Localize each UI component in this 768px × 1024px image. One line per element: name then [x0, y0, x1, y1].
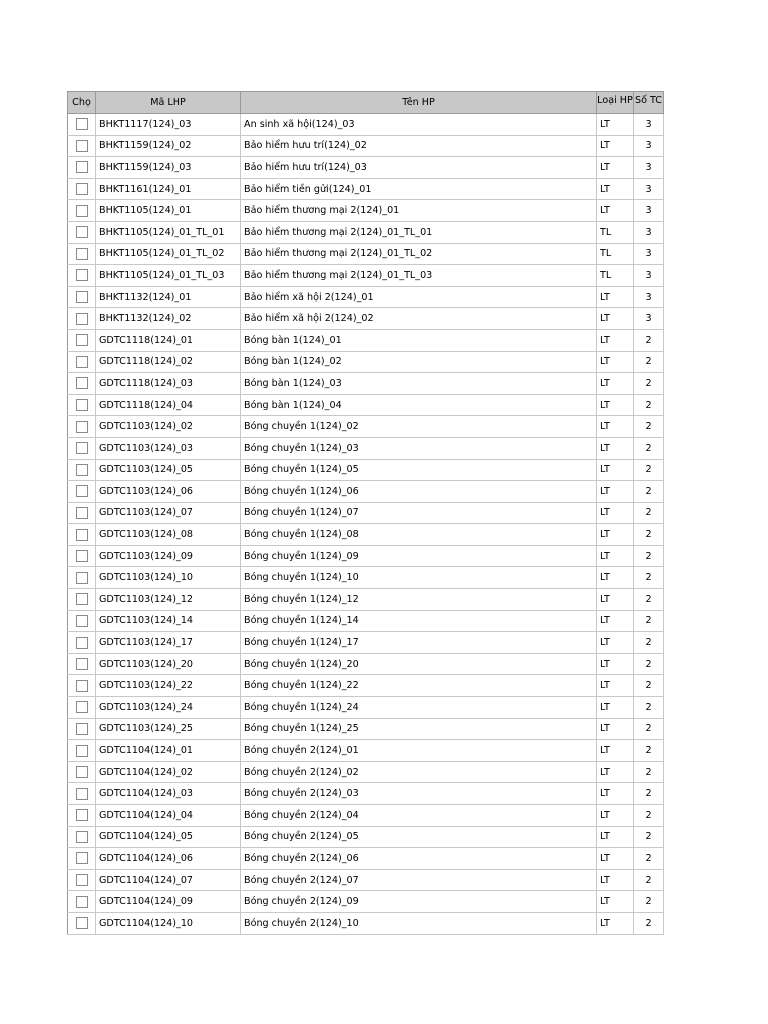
select-cell — [68, 783, 96, 805]
course-name-cell: Bóng chuyền 2(124)_09 — [241, 891, 597, 913]
course-section-code-cell: BHKT1105(124)_01 — [96, 200, 241, 222]
course-type-cell: LT — [597, 632, 634, 654]
select-checkbox[interactable] — [76, 637, 88, 649]
course-section-code-cell: GDTC1103(124)_10 — [96, 567, 241, 589]
table-row[interactable] — [68, 481, 664, 503]
course-section-code-cell: GDTC1104(124)_10 — [96, 912, 241, 934]
course-name-cell: Bóng chuyền 1(124)_14 — [241, 610, 597, 632]
table-row[interactable] — [68, 459, 664, 481]
select-checkbox[interactable] — [76, 464, 88, 476]
select-cell — [68, 135, 96, 157]
credit-count-cell: 3 — [634, 200, 664, 222]
course-type-cell: LT — [597, 869, 634, 891]
course-name-cell: Bóng chuyền 1(124)_09 — [241, 545, 597, 567]
select-cell — [68, 567, 96, 589]
credit-count-cell: 2 — [634, 653, 664, 675]
course-type-cell: LT — [597, 437, 634, 459]
course-name-cell: Bóng bàn 1(124)_03 — [241, 373, 597, 395]
course-type-cell: LT — [597, 805, 634, 827]
credit-count-cell: 2 — [634, 481, 664, 503]
credit-count-cell: 2 — [634, 848, 664, 870]
select-cell — [68, 243, 96, 265]
select-checkbox[interactable] — [76, 399, 88, 411]
course-section-code-cell: GDTC1103(124)_22 — [96, 675, 241, 697]
course-name-cell: Bảo hiểm xã hội 2(124)_01 — [241, 286, 597, 308]
table-row[interactable] — [68, 783, 664, 805]
table-row[interactable] — [68, 653, 664, 675]
course-section-code-cell: GDTC1104(124)_07 — [96, 869, 241, 891]
course-name-cell: An sinh xã hội(124)_03 — [241, 114, 597, 136]
table-header — [68, 92, 664, 114]
select-checkbox[interactable] — [76, 205, 88, 217]
course-type-cell: LT — [597, 394, 634, 416]
table-row[interactable] — [68, 329, 664, 351]
table-row[interactable] — [68, 675, 664, 697]
select-cell — [68, 848, 96, 870]
course-name-cell: Bóng chuyền 2(124)_05 — [241, 826, 597, 848]
select-checkbox[interactable] — [76, 313, 88, 325]
course-name-cell: Bóng chuyền 1(124)_03 — [241, 437, 597, 459]
course-name-cell: Bảo hiểm tiền gửi(124)_01 — [241, 178, 597, 200]
select-cell — [68, 740, 96, 762]
table-row[interactable] — [68, 416, 664, 438]
select-checkbox[interactable] — [76, 356, 88, 368]
select-cell — [68, 200, 96, 222]
course-name-cell: Bảo hiểm hưu trí(124)_03 — [241, 157, 597, 179]
course-name-cell: Bóng chuyền 1(124)_17 — [241, 632, 597, 654]
header-course-name[interactable]: Tên HP — [241, 92, 597, 114]
table-row[interactable] — [68, 848, 664, 870]
course-name-cell: Bảo hiểm xã hội 2(124)_02 — [241, 308, 597, 330]
course-name-cell: Bóng chuyền 1(124)_25 — [241, 718, 597, 740]
credit-count-cell: 2 — [634, 697, 664, 719]
course-type-cell: LT — [597, 286, 634, 308]
table-row[interactable] — [68, 373, 664, 395]
select-checkbox[interactable] — [76, 615, 88, 627]
course-name-cell: Bảo hiểm thương mại 2(124)_01_TL_03 — [241, 265, 597, 287]
course-name-cell: Bóng chuyền 1(124)_10 — [241, 567, 597, 589]
course-type-cell: LT — [597, 524, 634, 546]
course-section-code-cell: GDTC1104(124)_06 — [96, 848, 241, 870]
course-section-code-cell: GDTC1104(124)_01 — [96, 740, 241, 762]
select-cell — [68, 589, 96, 611]
select-checkbox[interactable] — [76, 529, 88, 541]
credit-count-cell: 2 — [634, 632, 664, 654]
course-section-code-cell: GDTC1103(124)_07 — [96, 502, 241, 524]
credit-count-cell: 3 — [634, 157, 664, 179]
course-section-code-cell: BHKT1105(124)_01_TL_03 — [96, 265, 241, 287]
course-type-cell: LT — [597, 135, 634, 157]
course-name-cell: Bóng chuyền 2(124)_02 — [241, 761, 597, 783]
course-type-cell: LT — [597, 761, 634, 783]
course-section-code-cell: GDTC1103(124)_14 — [96, 610, 241, 632]
table-row[interactable] — [68, 718, 664, 740]
table-row[interactable] — [68, 869, 664, 891]
credit-count-cell: 2 — [634, 912, 664, 934]
course-section-code-cell: GDTC1104(124)_02 — [96, 761, 241, 783]
course-section-code-cell: BHKT1105(124)_01_TL_01 — [96, 221, 241, 243]
course-type-cell: TL — [597, 221, 634, 243]
course-name-cell: Bóng chuyền 2(124)_06 — [241, 848, 597, 870]
table-row[interactable] — [68, 502, 664, 524]
header-select[interactable]: Chọ — [68, 92, 96, 114]
course-type-cell: LT — [597, 891, 634, 913]
select-checkbox[interactable] — [76, 183, 88, 195]
course-type-cell: LT — [597, 610, 634, 632]
select-cell — [68, 178, 96, 200]
course-name-cell: Bóng chuyền 1(124)_02 — [241, 416, 597, 438]
course-section-code-cell: BHKT1161(124)_01 — [96, 178, 241, 200]
course-type-cell: LT — [597, 567, 634, 589]
select-cell — [68, 308, 96, 330]
course-type-cell: LT — [597, 373, 634, 395]
select-cell — [68, 221, 96, 243]
credit-count-cell: 3 — [634, 114, 664, 136]
course-name-cell: Bóng bàn 1(124)_02 — [241, 351, 597, 373]
course-type-cell: LT — [597, 502, 634, 524]
credit-count-cell: 2 — [634, 805, 664, 827]
course-type-cell: LT — [597, 329, 634, 351]
course-name-cell: Bảo hiểm thương mại 2(124)_01_TL_02 — [241, 243, 597, 265]
course-section-code-cell: BHKT1159(124)_02 — [96, 135, 241, 157]
select-cell — [68, 891, 96, 913]
table-row[interactable] — [68, 697, 664, 719]
course-section-code-cell: GDTC1103(124)_25 — [96, 718, 241, 740]
select-checkbox[interactable] — [76, 248, 88, 260]
course-section-code-cell: BHKT1132(124)_02 — [96, 308, 241, 330]
credit-count-cell: 3 — [634, 221, 664, 243]
course-section-code-cell: GDTC1103(124)_24 — [96, 697, 241, 719]
course-name-cell: Bóng bàn 1(124)_04 — [241, 394, 597, 416]
course-section-code-cell: GDTC1103(124)_05 — [96, 459, 241, 481]
course-type-cell: LT — [597, 653, 634, 675]
course-name-cell: Bảo hiểm thương mại 2(124)_01 — [241, 200, 597, 222]
credit-count-cell: 2 — [634, 761, 664, 783]
course-section-code-cell: GDTC1103(124)_09 — [96, 545, 241, 567]
select-checkbox[interactable] — [76, 118, 88, 130]
course-name-cell: Bóng chuyền 1(124)_07 — [241, 502, 597, 524]
select-cell — [68, 805, 96, 827]
course-section-code-cell: GDTC1104(124)_04 — [96, 805, 241, 827]
course-name-cell: Bảo hiểm hưu trí(124)_02 — [241, 135, 597, 157]
table-row[interactable] — [68, 545, 664, 567]
select-cell — [68, 675, 96, 697]
select-checkbox[interactable] — [76, 917, 88, 929]
select-checkbox[interactable] — [76, 831, 88, 843]
course-type-cell: TL — [597, 243, 634, 265]
credit-count-cell: 2 — [634, 394, 664, 416]
credit-count-cell: 2 — [634, 675, 664, 697]
course-type-cell: LT — [597, 459, 634, 481]
course-name-cell: Bảo hiểm thương mại 2(124)_01_TL_01 — [241, 221, 597, 243]
table-row[interactable] — [68, 761, 664, 783]
credit-count-cell: 2 — [634, 545, 664, 567]
select-checkbox[interactable] — [76, 507, 88, 519]
credit-count-cell: 2 — [634, 869, 664, 891]
course-name-cell: Bóng bàn 1(124)_01 — [241, 329, 597, 351]
credit-count-cell: 2 — [634, 718, 664, 740]
select-checkbox[interactable] — [76, 788, 88, 800]
credit-count-cell: 2 — [634, 740, 664, 762]
select-checkbox[interactable] — [76, 226, 88, 238]
table-body — [68, 114, 664, 935]
course-section-code-cell: GDTC1118(124)_04 — [96, 394, 241, 416]
course-type-cell: LT — [597, 114, 634, 136]
table-row[interactable] — [68, 610, 664, 632]
course-type-cell: LT — [597, 157, 634, 179]
select-cell — [68, 524, 96, 546]
select-cell — [68, 610, 96, 632]
credit-count-cell: 2 — [634, 567, 664, 589]
select-cell — [68, 502, 96, 524]
course-section-code-cell: GDTC1103(124)_17 — [96, 632, 241, 654]
course-name-cell: Bóng chuyền 1(124)_05 — [241, 459, 597, 481]
select-cell — [68, 632, 96, 654]
table-row[interactable] — [68, 805, 664, 827]
select-checkbox[interactable] — [76, 701, 88, 713]
select-checkbox[interactable] — [76, 680, 88, 692]
course-name-cell: Bóng chuyền 2(124)_01 — [241, 740, 597, 762]
credit-count-cell: 2 — [634, 524, 664, 546]
select-checkbox[interactable] — [76, 852, 88, 864]
select-cell — [68, 114, 96, 136]
table-row[interactable] — [68, 912, 664, 934]
select-cell — [68, 286, 96, 308]
course-name-cell: Bóng chuyền 1(124)_08 — [241, 524, 597, 546]
table-row[interactable] — [68, 891, 664, 913]
course-name-cell: Bóng chuyền 1(124)_20 — [241, 653, 597, 675]
course-name-cell: Bóng chuyền 2(124)_03 — [241, 783, 597, 805]
table-row[interactable] — [68, 286, 664, 308]
course-type-cell: LT — [597, 308, 634, 330]
credit-count-cell: 2 — [634, 459, 664, 481]
course-type-cell: LT — [597, 178, 634, 200]
course-type-cell: LT — [597, 783, 634, 805]
table-row[interactable] — [68, 157, 664, 179]
select-checkbox[interactable] — [76, 874, 88, 886]
select-checkbox[interactable] — [76, 421, 88, 433]
header-credit-count[interactable]: Số TC — [634, 92, 664, 114]
select-cell — [68, 869, 96, 891]
select-cell — [68, 373, 96, 395]
table-row[interactable] — [68, 200, 664, 222]
table-row[interactable] — [68, 826, 664, 848]
select-cell — [68, 912, 96, 934]
course-section-code-cell: GDTC1104(124)_03 — [96, 783, 241, 805]
table-row[interactable] — [68, 632, 664, 654]
course-type-cell: TL — [597, 265, 634, 287]
credit-count-cell: 2 — [634, 437, 664, 459]
course-section-code-cell: GDTC1103(124)_02 — [96, 416, 241, 438]
header-row — [68, 92, 664, 114]
credit-count-cell: 2 — [634, 783, 664, 805]
select-checkbox[interactable] — [76, 161, 88, 173]
table-row[interactable] — [68, 265, 664, 287]
select-checkbox[interactable] — [76, 723, 88, 735]
select-cell — [68, 481, 96, 503]
course-section-code-cell: BHKT1117(124)_03 — [96, 114, 241, 136]
credit-count-cell: 2 — [634, 826, 664, 848]
select-checkbox[interactable] — [76, 377, 88, 389]
select-checkbox[interactable] — [76, 334, 88, 346]
course-type-cell: LT — [597, 545, 634, 567]
select-cell — [68, 265, 96, 287]
course-section-code-cell: GDTC1103(124)_06 — [96, 481, 241, 503]
select-checkbox[interactable] — [76, 485, 88, 497]
select-checkbox[interactable] — [76, 291, 88, 303]
select-cell — [68, 459, 96, 481]
select-checkbox[interactable] — [76, 896, 88, 908]
select-checkbox[interactable] — [76, 658, 88, 670]
table-row[interactable] — [68, 221, 664, 243]
credit-count-cell: 3 — [634, 135, 664, 157]
select-checkbox[interactable] — [76, 766, 88, 778]
course-type-cell: LT — [597, 912, 634, 934]
course-section-code-cell: GDTC1118(124)_01 — [96, 329, 241, 351]
course-name-cell: Bóng chuyền 2(124)_04 — [241, 805, 597, 827]
select-checkbox[interactable] — [76, 593, 88, 605]
select-checkbox[interactable] — [76, 745, 88, 757]
header-course-type[interactable]: Loại HP — [597, 92, 634, 114]
course-name-cell: Bóng chuyền 2(124)_10 — [241, 912, 597, 934]
course-section-code-cell: GDTC1104(124)_09 — [96, 891, 241, 913]
course-section-code-cell: GDTC1118(124)_02 — [96, 351, 241, 373]
course-type-cell: LT — [597, 200, 634, 222]
table-row[interactable] — [68, 740, 664, 762]
table-row[interactable] — [68, 394, 664, 416]
course-type-cell: LT — [597, 848, 634, 870]
select-checkbox[interactable] — [76, 442, 88, 454]
credit-count-cell: 3 — [634, 243, 664, 265]
course-type-cell: LT — [597, 826, 634, 848]
credit-count-cell: 3 — [634, 178, 664, 200]
credit-count-cell: 3 — [634, 308, 664, 330]
credit-count-cell: 2 — [634, 502, 664, 524]
table-row[interactable] — [68, 589, 664, 611]
select-cell — [68, 826, 96, 848]
table-row[interactable] — [68, 524, 664, 546]
course-section-code-cell: BHKT1159(124)_03 — [96, 157, 241, 179]
course-name-cell: Bóng chuyền 1(124)_12 — [241, 589, 597, 611]
select-cell — [68, 718, 96, 740]
select-cell — [68, 437, 96, 459]
header-course-section-code[interactable]: Mã LHP — [96, 92, 241, 114]
course-name-cell: Bóng chuyền 1(124)_06 — [241, 481, 597, 503]
credit-count-cell: 2 — [634, 351, 664, 373]
course-section-code-cell: BHKT1132(124)_01 — [96, 286, 241, 308]
course-section-code-cell: GDTC1104(124)_05 — [96, 826, 241, 848]
course-type-cell: LT — [597, 740, 634, 762]
credit-count-cell: 3 — [634, 265, 664, 287]
select-cell — [68, 394, 96, 416]
select-cell — [68, 653, 96, 675]
select-cell — [68, 761, 96, 783]
select-checkbox[interactable] — [76, 572, 88, 584]
course-type-cell: LT — [597, 416, 634, 438]
table-row[interactable] — [68, 308, 664, 330]
course-name-cell: Bóng chuyền 1(124)_22 — [241, 675, 597, 697]
table-row[interactable] — [68, 351, 664, 373]
credit-count-cell: 2 — [634, 589, 664, 611]
course-section-table — [67, 91, 664, 935]
course-name-cell: Bóng chuyền 2(124)_07 — [241, 869, 597, 891]
table-row[interactable] — [68, 567, 664, 589]
table-row[interactable] — [68, 437, 664, 459]
course-type-cell: LT — [597, 675, 634, 697]
credit-count-cell: 2 — [634, 329, 664, 351]
table-row[interactable] — [68, 243, 664, 265]
select-checkbox[interactable] — [76, 550, 88, 562]
course-name-cell: Bóng chuyền 1(124)_24 — [241, 697, 597, 719]
credit-count-cell: 2 — [634, 610, 664, 632]
course-type-cell: LT — [597, 481, 634, 503]
table-row[interactable] — [68, 114, 664, 136]
course-type-cell: LT — [597, 589, 634, 611]
select-checkbox[interactable] — [76, 140, 88, 152]
course-section-code-cell: BHKT1105(124)_01_TL_02 — [96, 243, 241, 265]
select-cell — [68, 157, 96, 179]
select-checkbox[interactable] — [76, 269, 88, 281]
course-section-code-cell: GDTC1118(124)_03 — [96, 373, 241, 395]
select-cell — [68, 697, 96, 719]
course-section-code-cell: GDTC1103(124)_03 — [96, 437, 241, 459]
course-type-cell: LT — [597, 351, 634, 373]
select-cell — [68, 329, 96, 351]
select-cell — [68, 416, 96, 438]
course-type-cell: LT — [597, 697, 634, 719]
course-section-code-cell: GDTC1103(124)_12 — [96, 589, 241, 611]
credit-count-cell: 3 — [634, 286, 664, 308]
course-section-code-cell: GDTC1103(124)_08 — [96, 524, 241, 546]
select-cell — [68, 351, 96, 373]
credit-count-cell: 2 — [634, 416, 664, 438]
select-cell — [68, 545, 96, 567]
table-row[interactable] — [68, 135, 664, 157]
table-row[interactable] — [68, 178, 664, 200]
credit-count-cell: 2 — [634, 891, 664, 913]
course-type-cell: LT — [597, 718, 634, 740]
select-checkbox[interactable] — [76, 809, 88, 821]
course-section-code-cell: GDTC1103(124)_20 — [96, 653, 241, 675]
credit-count-cell: 2 — [634, 373, 664, 395]
